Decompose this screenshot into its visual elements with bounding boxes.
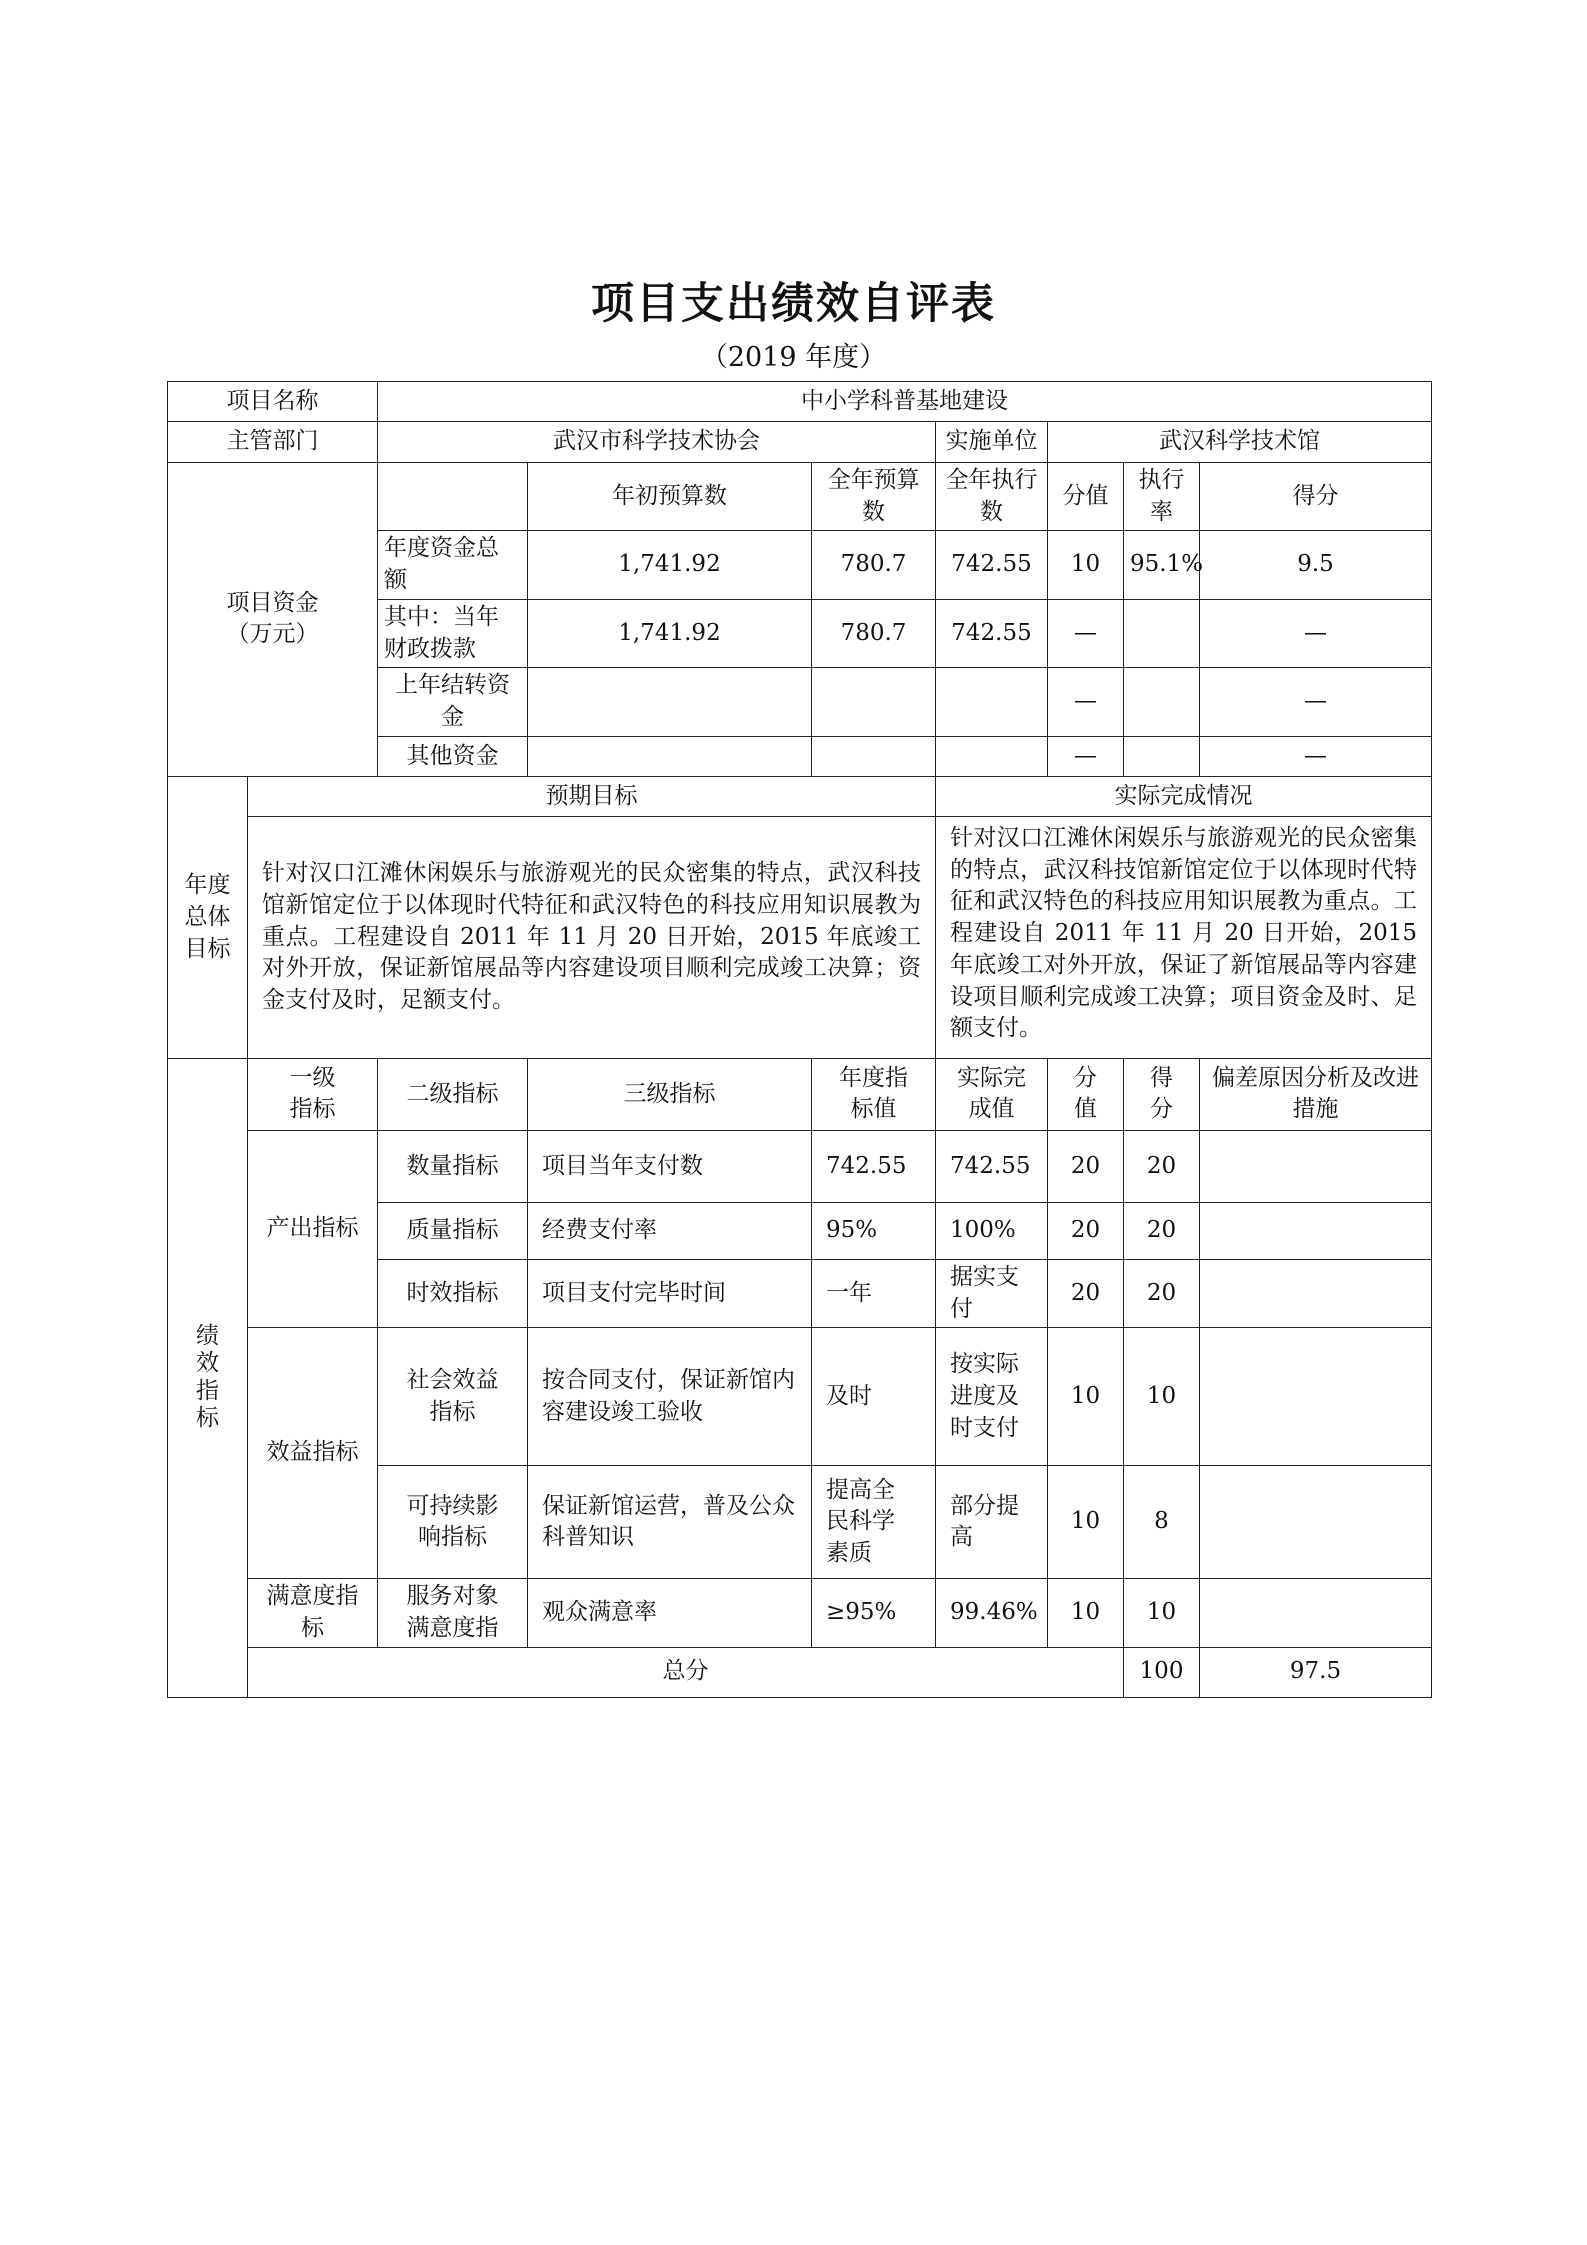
funds-row-score-value: — — [1048, 668, 1124, 736]
funds-row-score-value: 10 — [1048, 531, 1124, 599]
perf-target: ≥95% — [812, 1579, 936, 1647]
project-name-value: 中小学科普基地建设 — [378, 382, 1432, 422]
goals-header-row — [168, 776, 1432, 816]
perf-row — [168, 1328, 1432, 1466]
perf-level2 — [378, 1466, 528, 1579]
total-score: 97.5 — [1200, 1647, 1432, 1697]
dept-label: 主管部门 — [168, 422, 378, 463]
goals-label-text: 年度总体目标 — [184, 872, 231, 963]
funds-row-executed — [936, 668, 1048, 736]
perf-header-target-text: 年度指标值 — [839, 1064, 908, 1123]
perf-level3: 项目支付完毕时间 — [528, 1259, 812, 1327]
perf-header-level1-text: 一级指标 — [289, 1064, 336, 1123]
perf-group-satisfaction-text: 满意度指标 — [266, 1583, 359, 1642]
perf-header-actual — [936, 1058, 1048, 1130]
perf-score-value: 20 — [1048, 1259, 1124, 1327]
perf-group-satisfaction — [248, 1579, 378, 1647]
funds-header-score: 得分 — [1200, 463, 1432, 531]
funds-row-executed: 742.55 — [936, 531, 1048, 599]
perf-group-benefit: 效益指标 — [248, 1328, 378, 1579]
funds-header-initial: 年初预算数 — [528, 463, 812, 531]
funds-row-label: 其他资金 — [378, 736, 528, 776]
perf-row — [168, 1579, 1432, 1647]
perf-row — [168, 1130, 1432, 1202]
perf-score: 8 — [1124, 1466, 1200, 1579]
perf-header-target — [812, 1058, 936, 1130]
perf-header-score-value — [1048, 1058, 1124, 1130]
funds-header-blank — [378, 463, 528, 531]
perf-level2 — [378, 1328, 528, 1466]
page-title: 项目支出绩效自评表 — [591, 279, 996, 329]
perf-header-level2: 二级指标 — [378, 1058, 528, 1130]
funds-row-executed: 742.55 — [936, 599, 1048, 667]
funds-row-annual — [812, 668, 936, 736]
perf-level2-text: 服务对象满意度指 — [406, 1583, 499, 1642]
funds-row-label: 上年结转资金 — [378, 668, 528, 736]
perf-header-analysis-text: 偏差原因分析及改进措施 — [1212, 1064, 1420, 1123]
perf-level3: 按合同支付，保证新馆内容建设竣工验收 — [528, 1328, 812, 1466]
perf-label — [168, 1058, 248, 1697]
page-subtitle: （2019 年度） — [700, 342, 887, 373]
perf-actual — [936, 1328, 1048, 1466]
perf-group-output: 产出指标 — [248, 1130, 378, 1327]
impl-value: 武汉科学技术馆 — [1048, 422, 1432, 463]
perf-header-score — [1124, 1058, 1200, 1130]
funds-header-score-value: 分值 — [1048, 463, 1124, 531]
funds-row-score: — — [1200, 736, 1432, 776]
perf-score: 10 — [1124, 1579, 1200, 1647]
goals-text-row — [168, 816, 1432, 1058]
perf-target — [812, 1466, 936, 1579]
funds-row-score: 9.5 — [1200, 531, 1432, 599]
funds-row-annual: 780.7 — [812, 531, 936, 599]
perf-score: 20 — [1124, 1202, 1200, 1259]
funds-header-row — [168, 463, 1432, 531]
perf-actual: 100% — [936, 1202, 1048, 1259]
perf-analysis — [1200, 1259, 1432, 1327]
perf-header-score-value-text: 分值 — [1074, 1064, 1097, 1123]
perf-score: 20 — [1124, 1259, 1200, 1327]
perf-target-text: 提高全民科学素质 — [826, 1476, 895, 1567]
funds-row-score-value: — — [1048, 736, 1124, 776]
perf-header-actual-text: 实际完成值 — [957, 1064, 1026, 1123]
funds-row-rate — [1124, 668, 1200, 736]
perf-label-text: 绩效指标 — [196, 1322, 219, 1432]
total-label: 总分 — [248, 1647, 1124, 1697]
perf-target: 95% — [812, 1202, 936, 1259]
perf-header-level1 — [248, 1058, 378, 1130]
perf-score-value: 20 — [1048, 1202, 1124, 1259]
funds-row-label: 年度资金总额 — [378, 531, 528, 599]
funds-row-score-value: — — [1048, 599, 1124, 667]
funds-header-executed: 全年执行数 — [936, 463, 1048, 531]
project-name-row — [168, 382, 1432, 422]
funds-row-rate — [1124, 599, 1200, 667]
perf-analysis — [1200, 1328, 1432, 1466]
funds-row-annual: 780.7 — [812, 599, 936, 667]
funds-row-rate — [1124, 736, 1200, 776]
perf-actual-text: 部分提高 — [950, 1492, 1019, 1551]
funds-label — [168, 463, 378, 777]
perf-actual: 99.46% — [936, 1579, 1048, 1647]
goals-expected-text: 针对汉口江滩休闲娱乐与旅游观光的民众密集的特点，武汉科技馆新馆定位于以体现时代特征和武汉特色的科技应用知识展教为重点。工程建设自 2011 年 11 月 20 日开始，2015 年底竣工对外开放，保证新馆展品等内容建设项目顺利完成竣工决算；资金支付及时，足额支付。 — [248, 816, 936, 1058]
goals-expected-header: 预期目标 — [248, 776, 936, 816]
perf-level2 — [378, 1579, 528, 1647]
perf-level2: 时效指标 — [378, 1259, 528, 1327]
perf-score: 20 — [1124, 1130, 1200, 1202]
perf-actual — [936, 1259, 1048, 1327]
perf-header-analysis — [1200, 1058, 1432, 1130]
funds-row-executed — [936, 736, 1048, 776]
funds-row-initial: 1,741.92 — [528, 599, 812, 667]
funds-row-score: — — [1200, 668, 1432, 736]
perf-header-row — [168, 1058, 1432, 1130]
perf-actual-text: 据实支付 — [950, 1263, 1019, 1322]
project-name-label: 项目名称 — [168, 382, 378, 422]
perf-actual-text: 按实际进度及时支付 — [950, 1351, 1019, 1441]
funds-row-initial — [528, 668, 812, 736]
perf-level2-text: 社会效益指标 — [406, 1367, 499, 1425]
goals-actual-header: 实际完成情况 — [936, 776, 1432, 816]
funds-header-rate: 执行率 — [1124, 463, 1200, 531]
goals-actual-text: 针对汉口江滩休闲娱乐与旅游观光的民众密集的特点，武汉科技馆新馆定位于以体现时代特征和武汉特色的科技应用知识展教为重点。工程建设自 2011 年 11 月 20 日开始，2015 年底竣工对外开放，保证了新馆展品等内容建设项目顺利完成竣工决算；项目资金及时、足额支付。 — [936, 816, 1432, 1058]
perf-header-level3: 三级指标 — [528, 1058, 812, 1130]
perf-level3: 观众满意率 — [528, 1579, 812, 1647]
funds-row-score: — — [1200, 599, 1432, 667]
perf-analysis — [1200, 1202, 1432, 1259]
perf-score-value: 10 — [1048, 1328, 1124, 1466]
funds-row-rate: 95.1% — [1124, 531, 1200, 599]
funds-row-initial — [528, 736, 812, 776]
total-score-value: 100 — [1124, 1647, 1200, 1697]
perf-level3: 经费支付率 — [528, 1202, 812, 1259]
perf-score: 10 — [1124, 1328, 1200, 1466]
department-row — [168, 422, 1432, 463]
funds-row-label: 其中：当年财政拨款 — [378, 599, 528, 667]
funds-header-annual: 全年预算数 — [812, 463, 936, 531]
perf-level3: 保证新馆运营，普及公众科普知识 — [528, 1466, 812, 1579]
perf-level3: 项目当年支付数 — [528, 1130, 812, 1202]
perf-target: 742.55 — [812, 1130, 936, 1202]
perf-header-score-text: 得分 — [1150, 1064, 1173, 1123]
perf-actual: 742.55 — [936, 1130, 1048, 1202]
evaluation-table — [167, 381, 1432, 1698]
perf-target: 一年 — [812, 1259, 936, 1327]
perf-score-value: 10 — [1048, 1579, 1124, 1647]
perf-actual — [936, 1466, 1048, 1579]
perf-score-value: 20 — [1048, 1130, 1124, 1202]
perf-analysis — [1200, 1466, 1432, 1579]
perf-analysis — [1200, 1579, 1432, 1647]
funds-row-initial: 1,741.92 — [528, 531, 812, 599]
perf-level2: 质量指标 — [378, 1202, 528, 1259]
perf-analysis — [1200, 1130, 1432, 1202]
total-row — [168, 1647, 1432, 1697]
perf-level2-text: 可持续影响指标 — [406, 1492, 499, 1551]
funds-row-annual — [812, 736, 936, 776]
funds-label-line2: （万元） — [226, 621, 319, 648]
perf-score-value: 10 — [1048, 1466, 1124, 1579]
goals-label — [168, 776, 248, 1058]
impl-label: 实施单位 — [936, 422, 1048, 463]
perf-target: 及时 — [812, 1328, 936, 1466]
funds-label-line1: 项目资金 — [226, 589, 319, 616]
perf-level2: 数量指标 — [378, 1130, 528, 1202]
dept-value: 武汉市科学技术协会 — [378, 422, 936, 463]
